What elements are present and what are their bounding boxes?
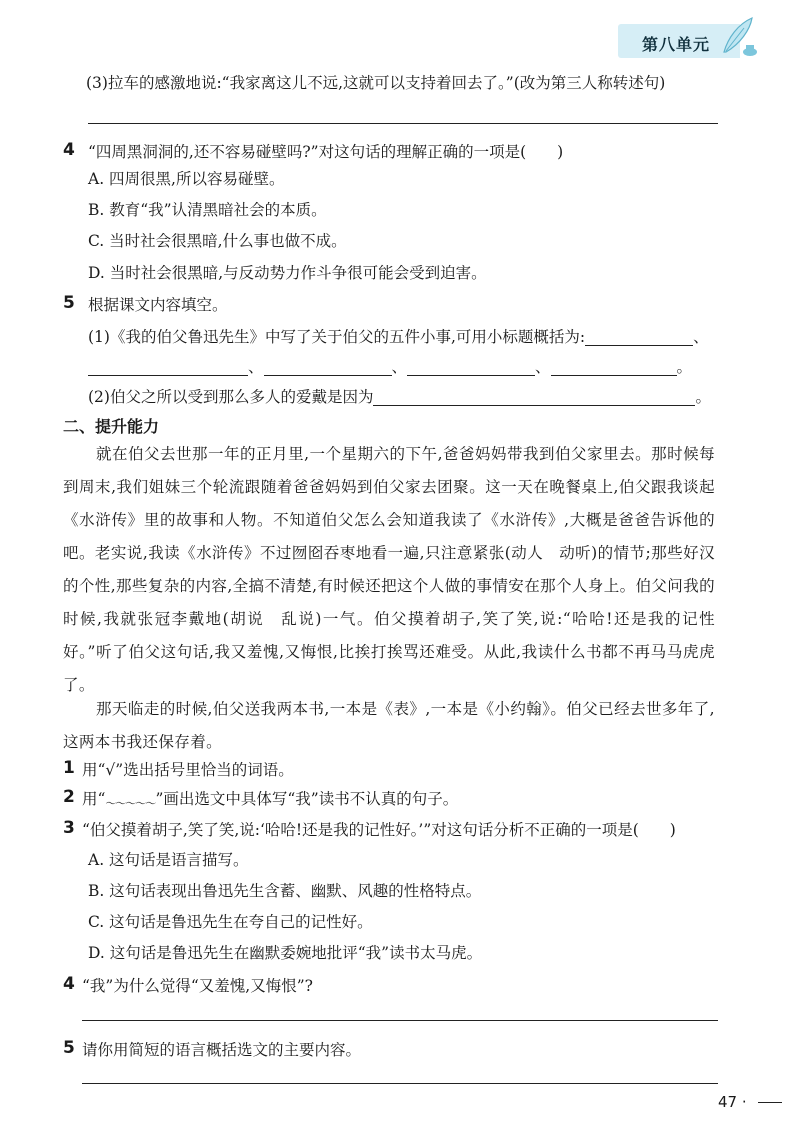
- p2-q3-number: 3: [63, 818, 75, 838]
- q4-stem: “四周黑洞洞的,还不容易碰壁吗?”对这句话的理解正确的一项是( ): [88, 143, 564, 161]
- q5-sub1: [88, 326, 709, 348]
- p2-q1-number: 1: [63, 758, 75, 778]
- q4-option-a[interactable]: A. 四周很黑,所以容易碰壁。: [88, 170, 285, 188]
- answer-line-p2-q4[interactable]: [82, 1020, 718, 1021]
- q5-sub1-line2: [88, 356, 692, 378]
- separator: 、: [391, 358, 408, 376]
- answer-line-p2-q5[interactable]: [82, 1083, 718, 1084]
- q5-number: 5: [63, 293, 75, 313]
- p2-q5-number: 5: [63, 1038, 75, 1058]
- q4-option-d[interactable]: D. 当时社会很黑暗,与反动势力作斗争很可能会受到迫害。: [88, 264, 487, 282]
- p2-q3-option-b[interactable]: B. 这句话表现出鲁迅先生含蓄、幽默、风趣的性格特点。: [88, 882, 482, 900]
- blank-title-1[interactable]: [585, 329, 693, 346]
- p2-q3-option-c[interactable]: C. 这句话是鲁迅先生在夸自己的记性好。: [88, 913, 373, 931]
- passage-paragraph-1: 就在伯父去世那一年的正月里,一个星期六的下午,爸爸妈妈带我到伯父家里去。那时候每到周末,我们姐妹三个轮流跟随着爸爸妈妈到伯父家去团聚。这一天在晚餐桌上,伯父跟我谈起《水浒传》里的故事和人物。不知道伯父怎么会知道我读了《水浒传》,大概是爸爸告诉他的吧。老实说,我读《水浒传》不过囫囵吞枣地看一遍,只注意紧张(动人 动听)的情节;那些好汉的个性,那些复杂的内容,全搞不清楚,有时候还把这个人做的事情安在那个人身上。伯父问我的时候,我就张冠李戴地(胡说 乱说)一气。伯父摸着胡子,笑了笑,说:“哈哈!还是我的记性好。”听了伯父这句话,我又羞愧,又悔恨,比挨打挨骂还难受。从此,我读什么书都不再马马虎虎了。: [63, 445, 715, 694]
- feather-pen-icon: [718, 14, 760, 58]
- page-rule: [758, 1102, 782, 1103]
- section-heading-2: 二、提升能力: [63, 417, 160, 436]
- page-number: 47 ·: [718, 1093, 747, 1111]
- p2-q2-text: 用“～～～～～”画出选文中具体写“我”读书不认真的句子。: [82, 790, 459, 810]
- end-mark: 。: [695, 388, 711, 406]
- p2-q1-text: 用“√”选出括号里恰当的词语。: [82, 761, 294, 779]
- blank-title-2[interactable]: [88, 359, 248, 376]
- separator: 、: [248, 358, 264, 376]
- q3-3-text: (3)拉车的感激地说:“我家离这儿不远,这就可以支持着回去了。”(改为第三人称转述句): [86, 74, 666, 92]
- q5-stem: 根据课文内容填空。: [88, 296, 228, 314]
- q4-number: 4: [63, 140, 75, 160]
- separator: 、: [693, 328, 709, 346]
- blank-title-3[interactable]: [264, 359, 392, 376]
- blank-reason[interactable]: [373, 389, 695, 406]
- q5-sub2: [88, 386, 711, 408]
- wavy-line-marker: ～～～～～: [105, 797, 156, 810]
- p2-q3-text: “伯父摸着胡子,笑了笑,说:‘哈哈!还是我的记性好。’”对这句话分析不正确的一项是( ): [82, 821, 676, 839]
- unit-title: 第八单元: [642, 35, 711, 54]
- q4-option-c[interactable]: C. 当时社会很黑暗,什么事也做不成。: [88, 232, 347, 250]
- answer-line-q3-3[interactable]: [88, 123, 718, 124]
- p2-q2-number: 2: [63, 787, 75, 807]
- p2-q5-text: 请你用简短的语言概括选文的主要内容。: [82, 1041, 362, 1059]
- p2-q4-text: “我”为什么觉得“又羞愧,又悔恨”?: [82, 977, 313, 995]
- p2-q4-number: 4: [63, 974, 75, 994]
- passage-paragraph-2: 那天临走的时候,伯父送我两本书,一本是《表》,一本是《小约翰》。伯父已经去世多年了,这两本书我还保存着。: [63, 700, 715, 751]
- p2-q3-option-d[interactable]: D. 这句话是鲁迅先生在幽默委婉地批评“我”读书太马虎。: [88, 944, 483, 962]
- q4-option-b[interactable]: B. 教育“我”认清黑暗社会的本质。: [88, 201, 327, 219]
- q5-sub1-text: (1)《我的伯父鲁迅先生》中写了关于伯父的五件小事,可用小标题概括为:: [88, 328, 586, 346]
- blank-title-5[interactable]: [551, 359, 677, 376]
- q5-sub2-text: (2)伯父之所以受到那么多人的爱戴是因为: [88, 388, 374, 406]
- end-mark: 。: [676, 358, 693, 376]
- blank-title-4[interactable]: [407, 359, 535, 376]
- separator: 、: [535, 358, 551, 376]
- p2-q3-option-a[interactable]: A. 这句话是语言描写。: [88, 851, 249, 869]
